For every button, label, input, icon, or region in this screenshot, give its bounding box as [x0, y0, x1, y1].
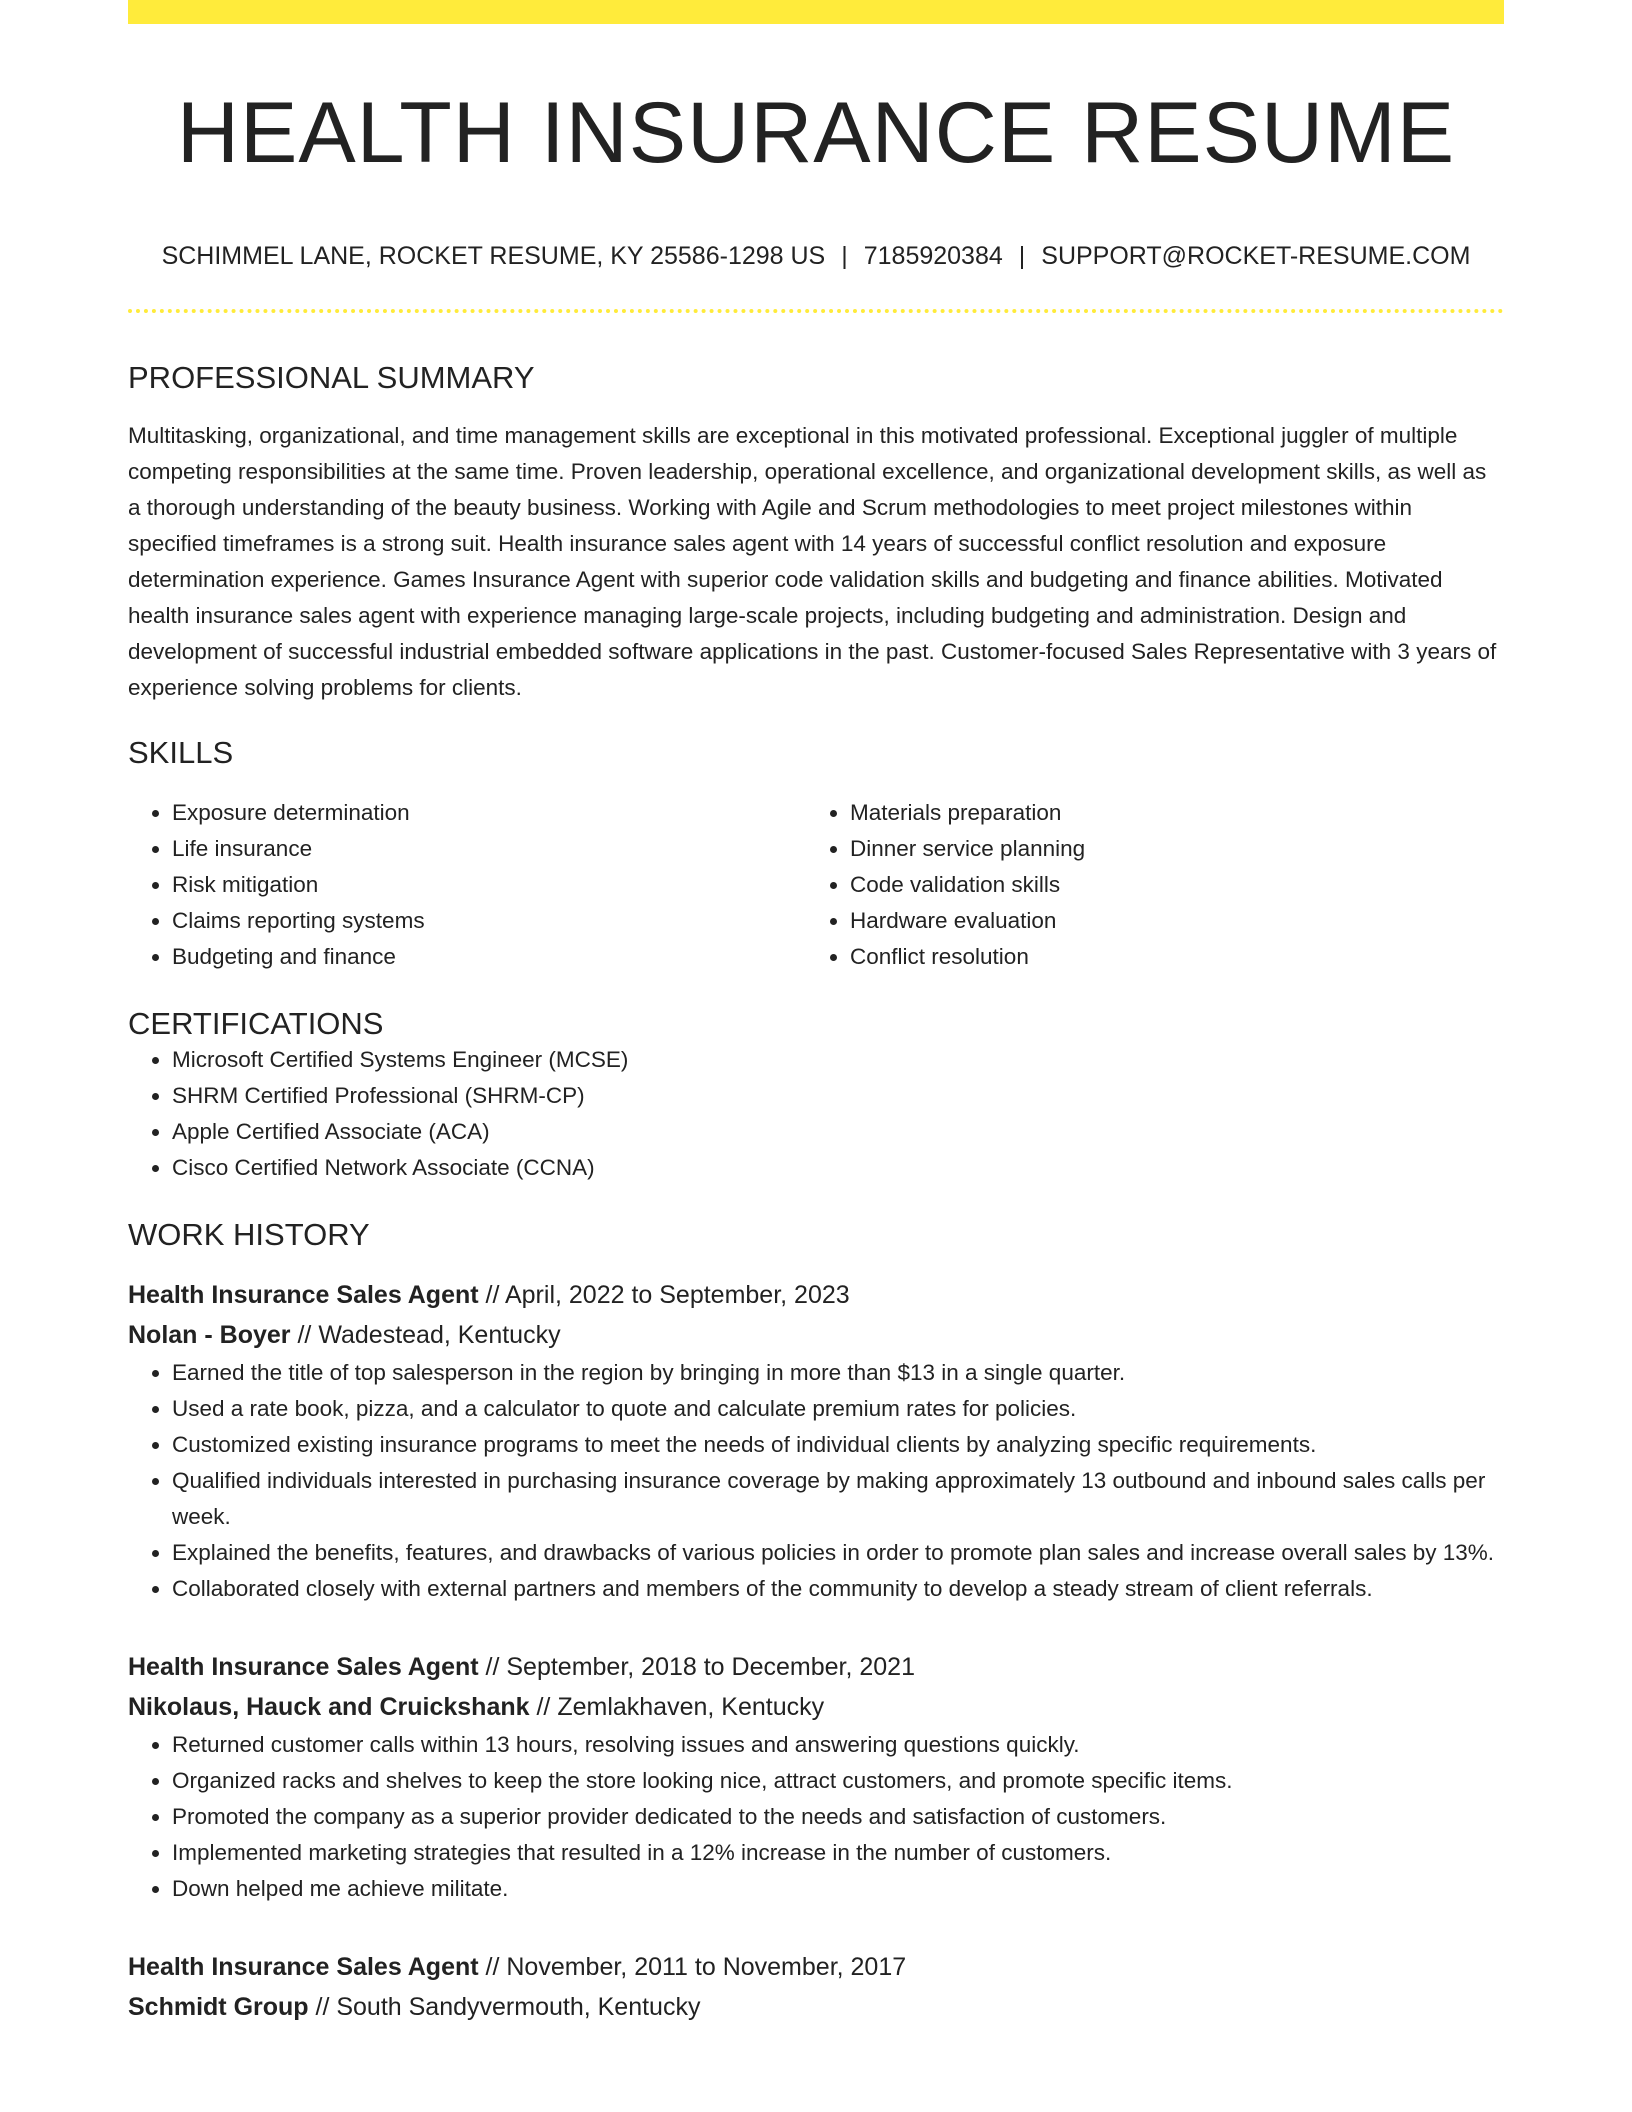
job-bullet: • Explained the benefits, features, and drawbacks of various policies in order to promote plan sales and increase overall sales by 13%.	[172, 1535, 1504, 1571]
job-dates: // September, 2018 to December, 2021	[478, 1653, 915, 1682]
skill-item: • Materials preparation	[850, 795, 1484, 831]
job-location: // South Sandyvermouth, Kentucky	[308, 1993, 701, 2022]
skill-item: • Conflict resolution	[850, 939, 1484, 975]
skill-item: • Hardware evaluation	[850, 903, 1484, 939]
skills-heading: SKILLS	[128, 734, 234, 770]
certification-item: • Apple Certified Associate (ACA)	[172, 1114, 1504, 1150]
work-history-heading: WORK HISTORY	[128, 1217, 370, 1253]
job-company: Nolan - Boyer	[128, 1321, 291, 1350]
job-company-line	[128, 1987, 1504, 2027]
skill-item: • Claims reporting systems	[172, 903, 806, 939]
job-bullet: • Returned customer calls within 13 hours, resolving issues and answering questions quickly.	[172, 1727, 1504, 1763]
job-company-line	[128, 1687, 1504, 1727]
job-bullet: • Implemented marketing strategies that resulted in a 12% increase in the number of customers.	[172, 1835, 1504, 1871]
job-company-line	[128, 1315, 1504, 1355]
contact-separator: |	[1018, 241, 1026, 270]
summary-text: Multitasking, organizational, and time management skills are exceptional in this motivated professional. Exceptional juggler of multiple competing responsibilities at the same time. Proven leadership, operational excellence, and organizational development skills, as well as a thorough understanding of the beauty business. Working with Agile and Scrum methodologies to meet project milestones within specified timeframes is a strong suit. Health insurance sales agent with 14 years of successful conflict resolution and exposure determination experience. Games Insurance Agent with superior code validation skills and budgeting and finance abilities. Motivated health insurance sales agent with experience managing large-scale projects, including budgeting and administration. Design and development of successful industrial embedded software applications in the past. Customer-focused Sales Representative with 3 years of experience solving problems for clients.	[128, 422, 1497, 700]
contact-phone[interactable]: 7185920384	[863, 241, 1003, 270]
job-role: Health Insurance Sales Agent	[128, 1281, 479, 1310]
skill-item: • Life insurance	[172, 831, 806, 867]
job-title-line	[128, 1947, 1504, 1987]
contact-separator: |	[841, 241, 848, 270]
skill-item: • Budgeting and finance	[172, 939, 806, 975]
job-bullet: • Earned the title of top salesperson in the region by bringing in more than $13 in a single quarter.	[172, 1355, 1504, 1391]
resume-title: HEALTH INSURANCE RESUME	[176, 85, 1456, 181]
job-title-line	[128, 1275, 1504, 1315]
job-role: Health Insurance Sales Agent	[128, 1953, 479, 1982]
divider	[128, 309, 1504, 313]
job-role: Health Insurance Sales Agent	[128, 1653, 479, 1682]
job-dates: // November, 2011 to November, 2017	[478, 1953, 907, 1982]
certification-item: • Cisco Certified Network Associate (CCNA)	[172, 1150, 1504, 1186]
contact-line	[128, 241, 1504, 271]
skill-item: • Code validation skills	[850, 867, 1484, 903]
certification-item: • Microsoft Certified Systems Engineer (MCSE)	[172, 1042, 1504, 1078]
skills-list	[128, 795, 1504, 975]
summary-heading: PROFESSIONAL SUMMARY	[128, 359, 535, 395]
job-location: // Wadestead, Kentucky	[290, 1321, 561, 1350]
resume-page	[128, 0, 1504, 2027]
job-entry	[128, 1275, 1504, 1607]
job-entry	[128, 1947, 1504, 2027]
skill-item: • Dinner service planning	[850, 831, 1484, 867]
job-entry	[128, 1647, 1504, 1907]
job-dates: // April, 2022 to September, 2023	[478, 1281, 850, 1310]
job-company: Nikolaus, Hauck and Cruickshank	[128, 1693, 530, 1722]
job-location: // Zemlakhaven, Kentucky	[529, 1693, 825, 1722]
job-bullet: • Promoted the company as a superior provider dedicated to the needs and satisfaction of customers.	[172, 1799, 1504, 1835]
skill-item: • Exposure determination	[172, 795, 806, 831]
job-bullets	[128, 1727, 1504, 1907]
skill-item: • Risk mitigation	[172, 867, 806, 903]
job-bullets	[128, 1355, 1504, 1607]
certifications-list	[128, 1042, 1504, 1186]
contact-email[interactable]: SUPPORT@ROCKET-RESUME.COM	[1041, 241, 1471, 270]
skills-column-right	[806, 795, 1484, 975]
job-company: Schmidt Group	[128, 1993, 309, 2022]
job-bullet: • Down helped me achieve militate.	[172, 1871, 1504, 1907]
skills-column-left	[128, 795, 806, 975]
job-title-line	[128, 1647, 1504, 1687]
job-bullet: • Collaborated closely with external partners and members of the community to develop a steady stream of client referrals.	[172, 1571, 1504, 1607]
certification-item: • SHRM Certified Professional (SHRM-CP)	[172, 1078, 1504, 1114]
job-bullet: • Qualified individuals interested in purchasing insurance coverage by making approximately 13 outbound and inbound sales calls per week.	[172, 1463, 1504, 1535]
job-bullet: • Used a rate book, pizza, and a calculator to quote and calculate premium rates for policies.	[172, 1391, 1504, 1427]
certifications-heading: CERTIFICATIONS	[128, 1005, 384, 1041]
accent-bar	[128, 0, 1504, 24]
job-bullet: • Customized existing insurance programs to meet the needs of individual clients by analyzing specific requirements.	[172, 1427, 1504, 1463]
job-bullet: • Organized racks and shelves to keep the store looking nice, attract customers, and promote specific items.	[172, 1763, 1504, 1799]
contact-address: SCHIMMEL LANE, ROCKET RESUME, KY 25586-1298 US	[161, 241, 826, 270]
